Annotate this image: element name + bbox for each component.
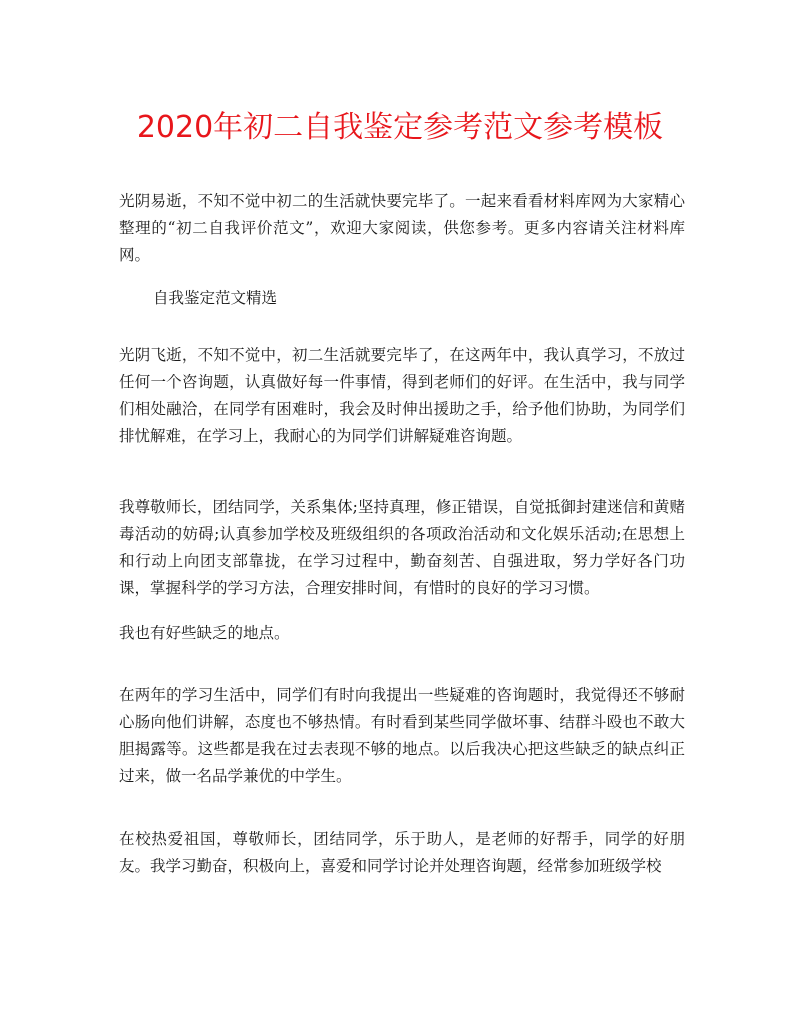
body-paragraph-2: 我尊敬师长，团结同学，关系集体;坚持真理，修正错误，自觉抵御封建迷信和黄赌毒活动的妨碍;认真参加学校及班级组织的各项政治活动和文化娱乐活动;在思想上和行动上向团支部靠拢，在学习过程中，勤奋刻苦、自强进取，努力学好各门功课，掌握科学的学习方法，合理安排时间，有惜时的良好的学习习惯。 xyxy=(119,498,685,597)
body-paragraph-5: 在校热爱祖国，尊敬师长，团结同学，乐于助人，是老师的好帮手，同学的好朋友。我学习勤奋，积极向上，喜爱和同学讨论并处理咨询题，经常参加班级学校 xyxy=(119,830,685,875)
section-subheading: 自我鉴定范文精选 xyxy=(153,289,278,307)
document-title: 2020年初二自我鉴定参考范文参考模板 xyxy=(136,110,664,145)
body-paragraph-3: 我也有好些缺乏的地点。 xyxy=(119,624,290,642)
body-paragraph-1: 光阴飞逝，不知不觉中，初二生活就要完毕了，在这两年中，我认真学习，不放过任何一个咨询题，认真做好每一件事情，得到老师们的好评。在生活中，我与同学们相处融洽，在同学有困难时，我会及时伸出援助之手，给予他们协助，为同学们排忧解难，在学习上，我耐心的为同学们讲解疑难咨询题。 xyxy=(119,346,685,445)
body-paragraph-4: 在两年的学习生活中，同学们有时向我提出一些疑难的咨询题时，我觉得还不够耐心肠向他们讲解，态度也不够热情。有时看到某些同学做坏事、结群斗殴也不敢大胆揭露等。这些都是我在过去表现不够的地点。以后我决心把这些缺乏的缺点纠正过来，做一名品学兼优的中学生。 xyxy=(119,686,685,785)
intro-paragraph: 光阴易逝，不知不觉中初二的生活就快要完毕了。一起来看看材料库网为大家精心整理的“初二自我评价范文”，欢迎大家阅读，供您参考。更多内容请关注材料库网。 xyxy=(119,192,685,264)
